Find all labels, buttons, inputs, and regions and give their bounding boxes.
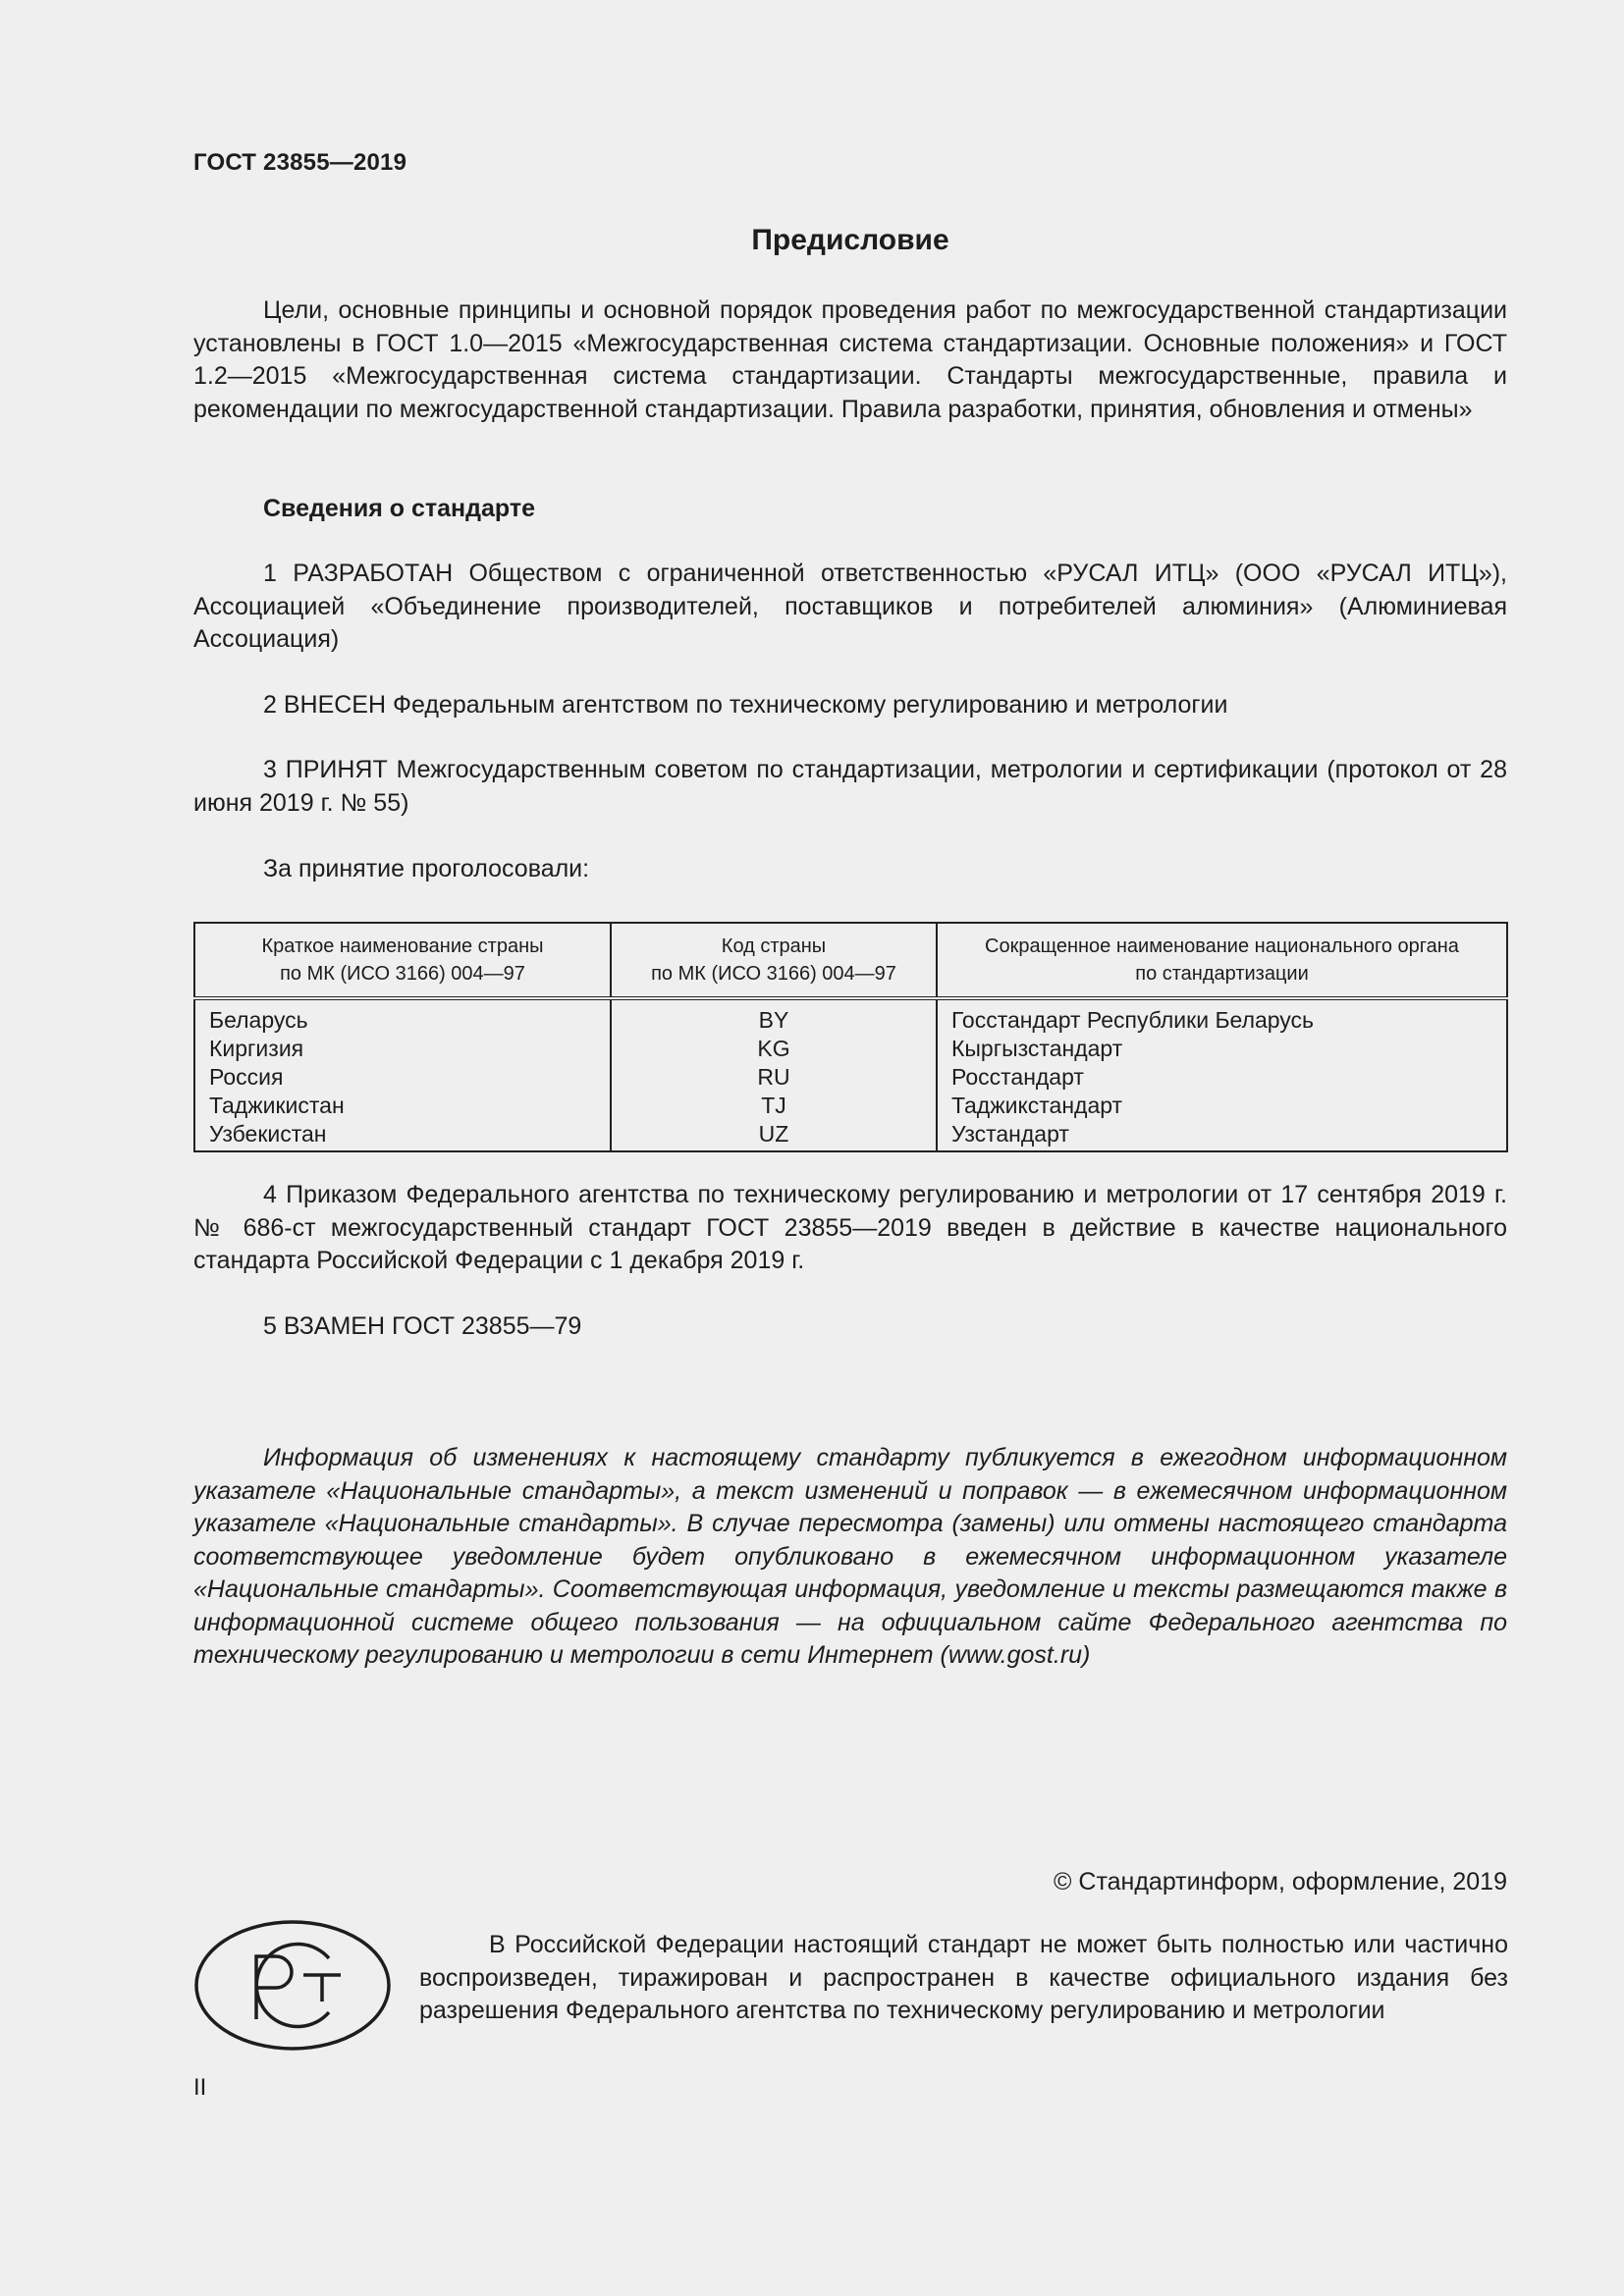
country-name: Россия (209, 1064, 284, 1090)
country-column (194, 998, 611, 1151)
info-note: Информация об изменениях к настоящему стандарту публикуется в ежегодном информационном указателе «Национальные стандарты», а текст изменений и поправок — в ежемесячном информационном указателе «Национальные стандарты». В случае пересмотра (замены) или отмены настоящего стандарта соответствующее уведомление будет опубликовано в ежемесячном информационном указателе «Национальные стандарты». Соответствующая информация, уведомление и тексты размещаются также в информационной системе общего пользования — на официальном сайте Федерального агентства по техническому регулированию и метрологии в сети Интернет (www.gost.ru) (193, 1444, 1507, 1669)
rst-logo (193, 1919, 392, 2052)
reproduction-notice: В Российской Федерации настоящий стандарт не может быть полностью или частично воспроизведен, тиражирован и распространен в качестве официального издания без разрешения Федерального агентства по техническому регулированию и метрологии (419, 1931, 1508, 2024)
standards-body: Госстандарт Республики Беларусь (951, 1007, 1315, 1033)
country-code: UZ (758, 1121, 789, 1147)
code-column (611, 998, 937, 1151)
country-name: Беларусь (209, 1007, 308, 1033)
info-heading: Сведения о стандарте (263, 495, 536, 522)
body-column (937, 998, 1507, 1151)
country-name: Киргизия (209, 1036, 304, 1061)
item-developed: 1 РАЗРАБОТАН Обществом с ограниченной ответственностью «РУСАЛ ИТЦ» (ООО «РУСАЛ ИТЦ»), Ассоциацией «Объединение производителей, поставщиков и потребителей алюминия» (Алюминиевая Ассоциация) (193, 560, 1507, 653)
intro-paragraph: Цели, основные принципы и основной порядок проведения работ по межгосударственной стандартизации установлены в ГОСТ 1.0—2015 «Межгосударственная система стандартизации. Основные положения» и ГОСТ 1.2—2015 «Межгосударственная система стандартизации. Стандарты межгосударственные, правила и рекомендации по межгосударственной стандартизации. Правила разработки, принятия, обновления и отмены» (193, 296, 1507, 423)
page-number: II (193, 2074, 207, 2101)
copyright: © Стандартинформ, оформление, 2019 (1054, 1868, 1507, 1896)
item-order: 4 Приказом Федерального агентства по техническому регулированию и метрологии от 17 сентября 2019 г. № 686-ст межгосударственный стандарт ГОСТ 23855—2019 введен в действие в качестве национального стандарта Российской Федерации с 1 декабря 2019 г. (193, 1181, 1507, 1274)
standards-body: Росстандарт (951, 1064, 1084, 1090)
country-name: Таджикистан (209, 1093, 345, 1118)
country-code: KG (757, 1036, 790, 1061)
voted-label: За принятие проголосовали: (263, 855, 590, 882)
item-replaces: 5 ВЗАМЕН ГОСТ 23855—79 (263, 1312, 582, 1340)
standards-body: Кыргызстандарт (951, 1036, 1123, 1061)
standards-body: Таджикстандарт (951, 1093, 1123, 1118)
document-id: ГОСТ 23855—2019 (193, 149, 407, 176)
header-code: Код страны по МК (ИСО 3166) 004—97 (611, 923, 937, 998)
standards-body: Узстандарт (951, 1121, 1069, 1147)
item-accepted: 3 ПРИНЯТ Межгосударственным советом по стандартизации, метрологии и сертификации (протокол от 28 июня 2019 г. № 55) (193, 756, 1507, 817)
country-code: RU (757, 1064, 790, 1090)
header-body: Сокращенное наименование национального органа по стандартизации (937, 923, 1507, 998)
country-name: Узбекистан (209, 1121, 327, 1147)
voting-table (193, 922, 1508, 1152)
header-country: Краткое наименование страны по МК (ИСО 3166) 004—97 (194, 923, 611, 998)
country-code: BY (758, 1007, 789, 1033)
page-title: Предисловие (751, 224, 949, 256)
item-introduced: 2 ВНЕСЕН Федеральным агентством по техническому регулированию и метрологии (263, 691, 1228, 719)
table-header-row (194, 923, 1507, 998)
table-row (194, 998, 1507, 1151)
country-code: TJ (761, 1093, 786, 1118)
